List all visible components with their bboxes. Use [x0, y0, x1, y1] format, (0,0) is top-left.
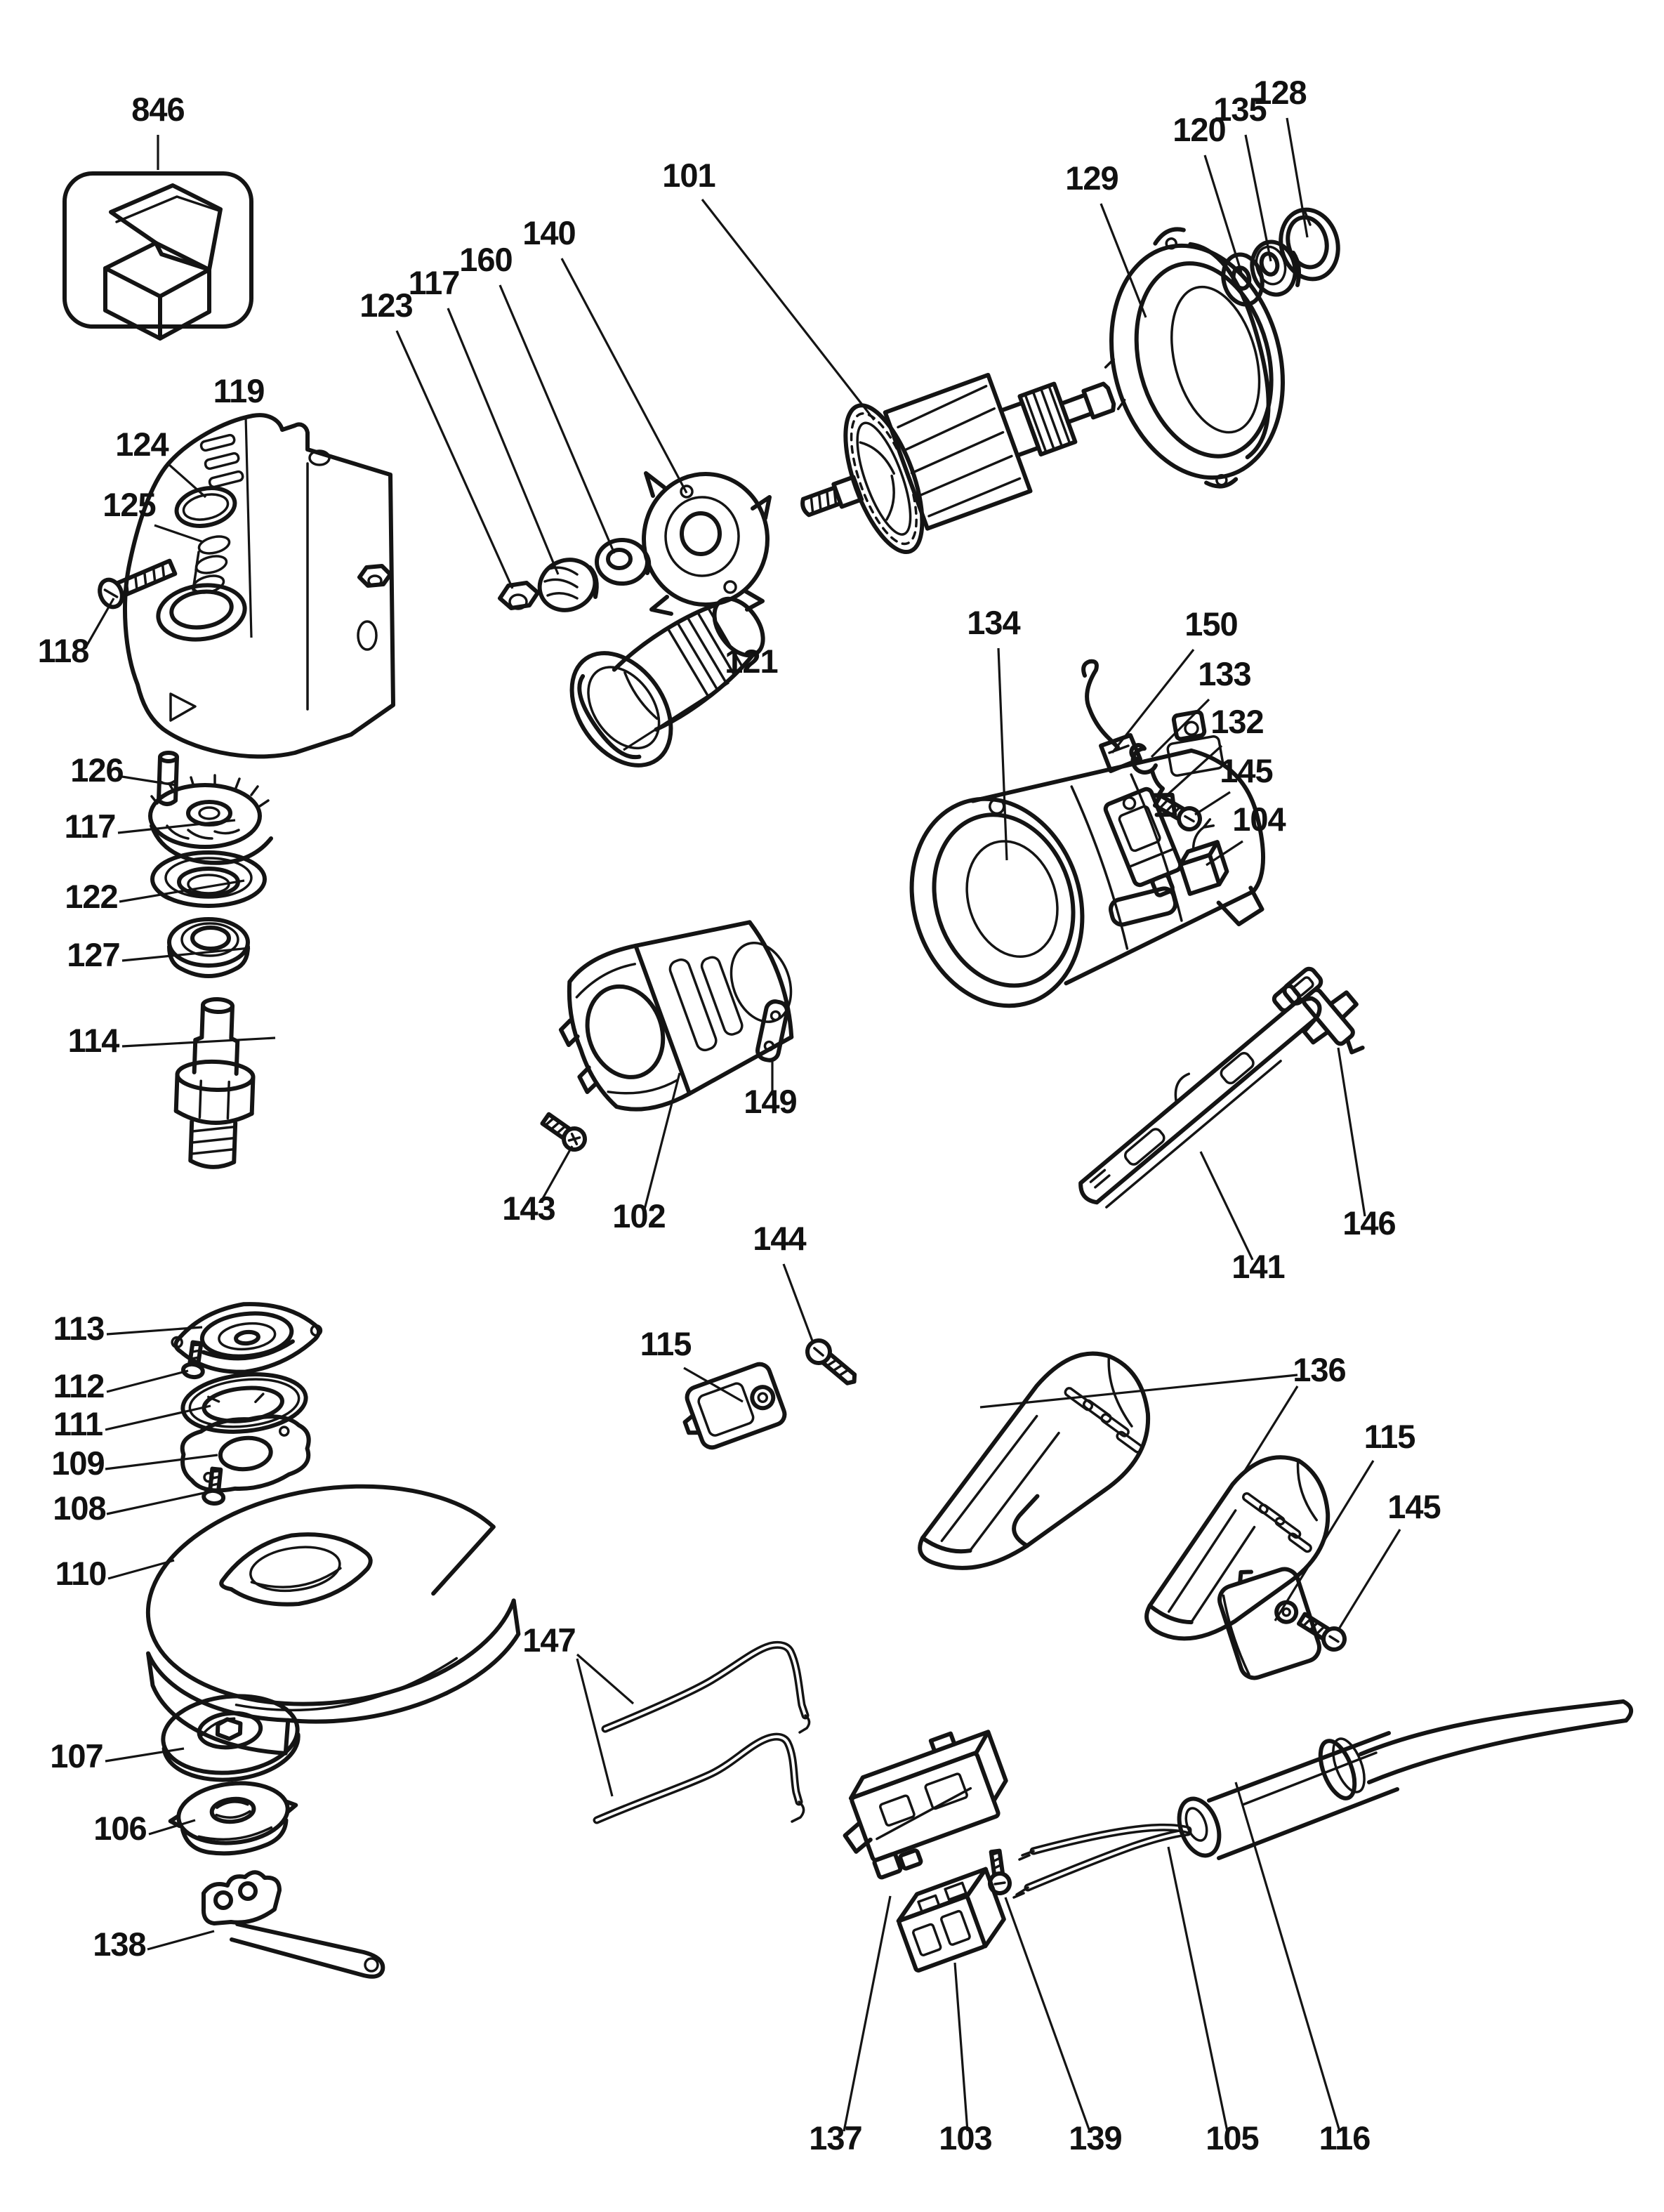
part-housing-half-upper-drawing: [874, 1338, 1181, 1587]
part-label-backing-flange: 107: [50, 1737, 103, 1775]
part-lock-ring-drawing: [180, 1369, 308, 1437]
leader-line-pinion-gear: [448, 308, 558, 574]
part-o-ring-drawing: [173, 483, 239, 531]
part-screw-handle-drawing: [803, 1336, 861, 1390]
part-label-thrust-washer: 122: [65, 878, 118, 915]
part-accessory-box-drawing: [65, 173, 251, 338]
part-brush-holder-drawing: [1104, 781, 1205, 902]
part-label-spring: 125: [103, 486, 156, 523]
part-label-access-cover: 115: [1363, 1418, 1415, 1455]
part-label-lead-wire: 150: [1184, 605, 1238, 643]
part-label-lead-wires: 147: [522, 1621, 576, 1659]
leader-line-switch: [844, 1896, 890, 2131]
leader-line-power-cord: [1168, 1847, 1227, 2131]
part-label-screw-handle: 144: [753, 1220, 806, 1257]
leader-line-bevel-gear: [118, 820, 235, 833]
part-ball-bearing-drawing: [169, 919, 248, 976]
part-backing-flange-drawing: [159, 1690, 302, 1786]
part-label-switch: 137: [809, 2119, 862, 2157]
part-label-pin-spanner: 138: [93, 1925, 146, 1963]
leader-line-pin-spanner: [147, 1931, 214, 1949]
part-slide-bar-drawing: [1064, 977, 1331, 1213]
leader-line-screw-guard: [107, 1492, 211, 1514]
part-label-retaining-ring: 128: [1253, 74, 1307, 111]
leader-line-o-ring: [169, 464, 206, 497]
part-label-wheel-guard: 110: [55, 1555, 107, 1592]
part-screw-switch-drawing: [986, 1850, 1011, 1894]
part-spindle-drawing: [174, 998, 256, 1168]
part-label-hex-nut: 123: [359, 287, 413, 324]
part-terminal-block-drawing: [892, 1869, 1010, 1971]
part-label-power-cord: 105: [1206, 2119, 1259, 2157]
part-label-clamp-nut: 106: [93, 1810, 147, 1847]
leader-line-screw-switch: [1005, 1897, 1090, 2131]
part-label-screw-guard: 108: [53, 1489, 106, 1527]
part-pinion-gear-drawing: [532, 552, 602, 619]
part-label-terminal-block: 103: [939, 2119, 992, 2157]
part-label-latch: 146: [1342, 1204, 1396, 1242]
leader-line-cord-protector: [1236, 1782, 1340, 2131]
part-access-cover-drawing: [1213, 1556, 1323, 1682]
part-screw-cover-drawing: [1296, 1610, 1348, 1654]
part-pin-spanner-drawing: [204, 1872, 383, 1977]
leader-line-motor-housing: [998, 648, 1007, 860]
part-label-ball-bearing-small: 135: [1213, 91, 1267, 128]
part-label-carbon-brush: 104: [1232, 801, 1286, 838]
part-label-screw-switch: 139: [1069, 2119, 1122, 2157]
part-label-baffle-plate: 140: [522, 214, 576, 251]
part-label-screw-brush-holder: 145: [1220, 752, 1273, 789]
part-label-retainer-plate: 149: [744, 1083, 797, 1120]
leader-line-screw-cover: [1340, 1529, 1400, 1628]
part-clamp-nut-drawing: [167, 1777, 300, 1859]
part-baffle-plate-drawing: [644, 473, 770, 614]
part-armature-drawing: [777, 324, 1137, 581]
part-label-screw-cover: 145: [1387, 1488, 1441, 1525]
part-label-housing-halves: 136: [1293, 1351, 1346, 1388]
part-label-screw-housing: 118: [37, 632, 89, 669]
part-label-lock-ring: 111: [53, 1405, 103, 1442]
part-label-screw-cover-plate: 112: [53, 1367, 105, 1404]
leader-line-ball-bearing-small: [1246, 135, 1271, 261]
part-label-ball-bearing: 127: [67, 936, 120, 973]
part-label-washer: 120: [1173, 111, 1226, 148]
leader-line-side-handle: [623, 683, 729, 750]
part-bevel-gear-drawing: [150, 775, 271, 863]
leader-line-armature: [702, 199, 874, 420]
part-bearing-cover-drawing: [169, 1296, 325, 1379]
leader-line-gear-housing: [246, 416, 251, 638]
leader-line-ball-bearing: [122, 948, 250, 961]
part-label-o-ring: 124: [115, 426, 169, 463]
part-gear-housing-drawing: [125, 415, 393, 756]
part-label-spacer-bushing: 160: [459, 241, 513, 278]
part-hex-nut-drawing: [500, 583, 538, 609]
part-lead-wires-drawing: [597, 1645, 810, 1822]
part-label-brush-spring: 133: [1198, 655, 1251, 692]
part-label-switch-button: 115: [640, 1325, 692, 1362]
part-label-screw-field: 143: [502, 1190, 555, 1227]
part-label-brush-holder: 132: [1210, 703, 1264, 740]
leader-line-screw-cover-plate: [107, 1371, 188, 1392]
part-thrust-washer-drawing: [152, 852, 265, 906]
part-label-pinion-gear: 117: [408, 264, 460, 301]
part-label-motor-housing: 134: [967, 604, 1020, 641]
part-label-cord-protector: 116: [1319, 2119, 1371, 2157]
leader-line-cam-plate: [105, 1455, 218, 1469]
leader-line-screw-brush-holder: [1195, 792, 1230, 815]
leader-line-latch: [1338, 1048, 1365, 1216]
part-wheel-guard-drawing: [129, 1465, 531, 1770]
part-label-field-coil: 102: [612, 1197, 666, 1235]
part-label-bearing-end-cover: 129: [1065, 159, 1118, 197]
part-label-spindle: 114: [67, 1022, 119, 1059]
part-spacer-bushing-drawing: [597, 540, 649, 584]
leader-line-brush-spring: [1151, 699, 1209, 757]
part-switch-button-drawing: [675, 1362, 787, 1454]
leader-line-washer: [1205, 155, 1241, 272]
part-motor-housing-drawing: [880, 701, 1290, 1028]
part-label-bearing-cover: 113: [53, 1310, 105, 1347]
leader-line-hex-nut: [397, 331, 513, 588]
leader-line-bearing-end-cover: [1101, 204, 1146, 317]
leader-line-screw-housing: [86, 598, 114, 647]
part-label-slide-bar: 141: [1232, 1248, 1285, 1285]
part-label-bevel-gear: 117: [64, 808, 116, 845]
part-cord-protector-drawing: [1172, 1701, 1631, 1861]
part-label-cam-plate: 109: [51, 1444, 105, 1482]
part-label-side-handle: 121: [725, 643, 778, 680]
leader-line-terminal-block: [955, 1963, 968, 2131]
part-latch-drawing: [1274, 959, 1380, 1070]
leader-line-screw-handle: [784, 1264, 813, 1343]
part-label-gear-housing: 119: [213, 372, 265, 409]
parts-layer: [65, 173, 1631, 1977]
leader-line-field-coil: [645, 1073, 680, 1209]
part-label-armature: 101: [662, 157, 715, 194]
leader-line-pin: [122, 777, 176, 785]
part-power-cord-drawing: [1014, 1827, 1188, 1897]
leader-line-slide-bar: [1201, 1152, 1253, 1260]
part-screw-field-drawing: [539, 1110, 588, 1154]
part-label-accessory-box: 846: [131, 91, 185, 128]
leader-line-baffle-plate: [562, 258, 687, 493]
part-label-pin: 126: [70, 751, 124, 789]
